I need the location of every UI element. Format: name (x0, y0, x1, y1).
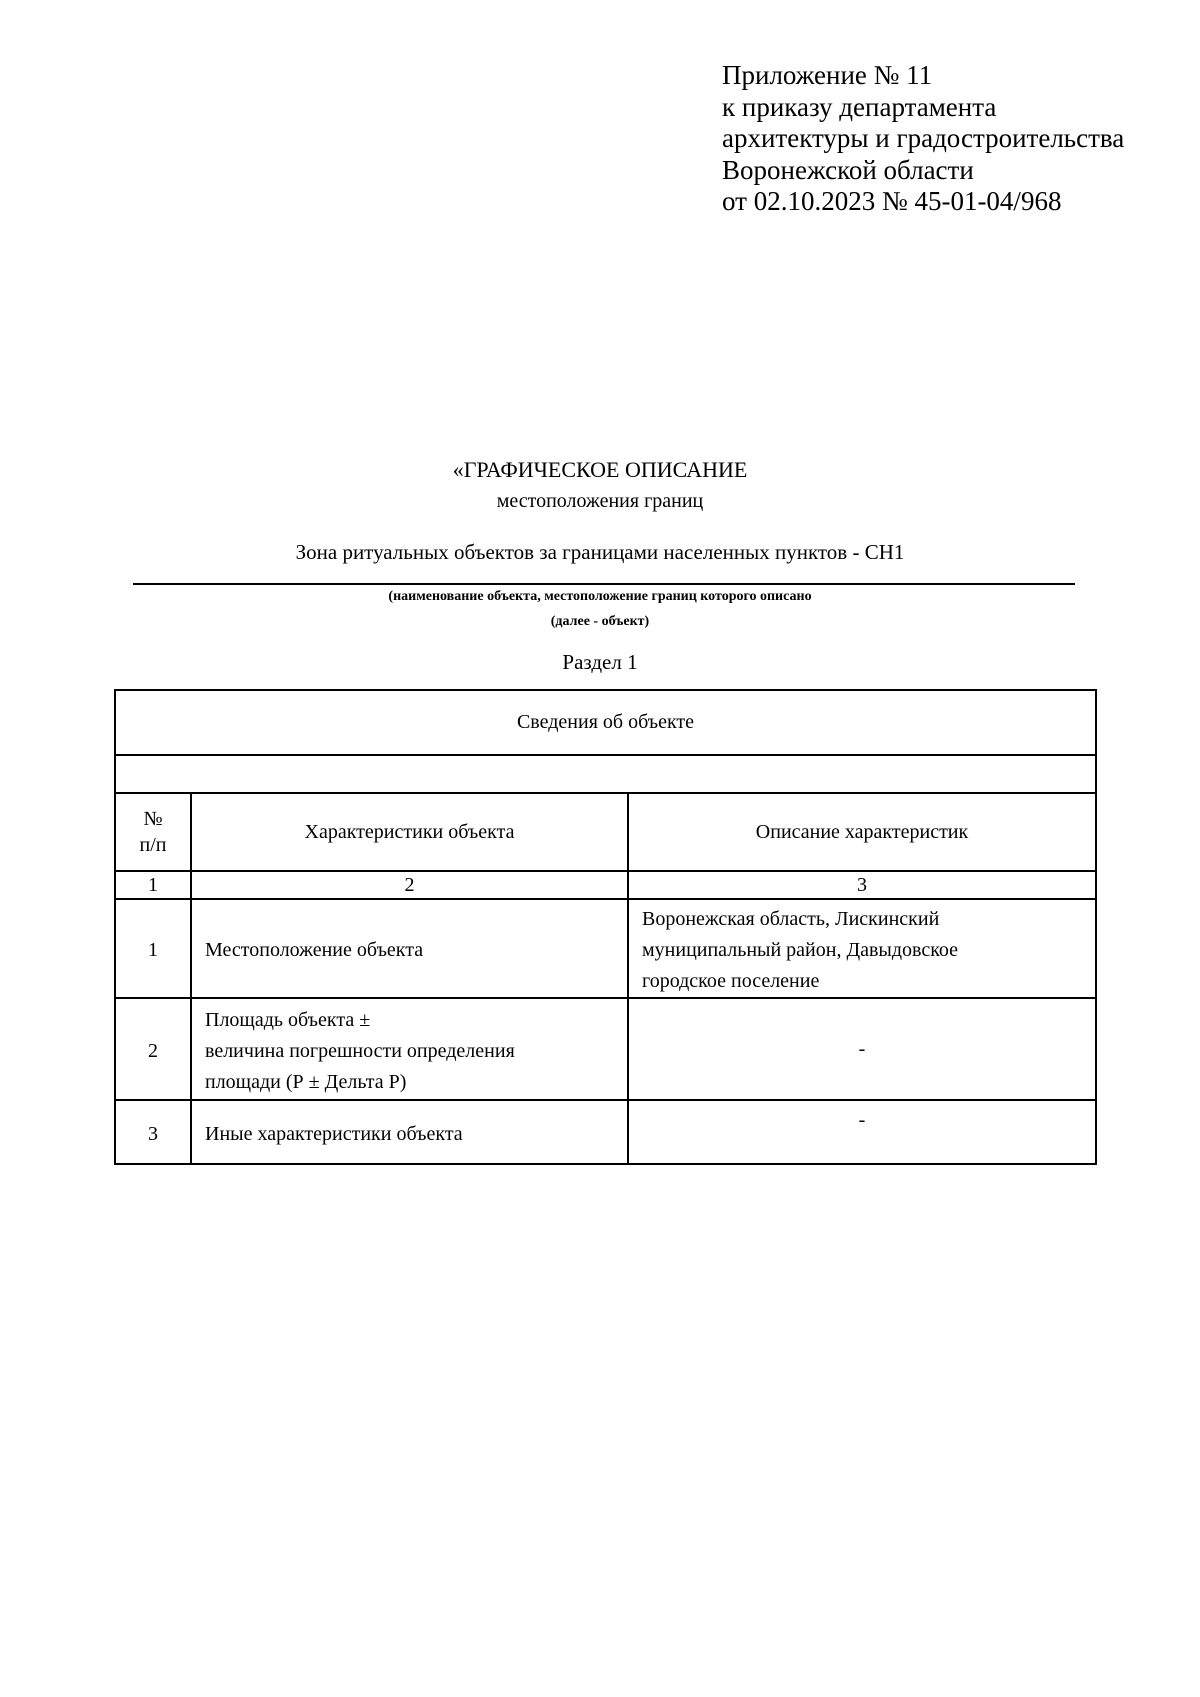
table-row (115, 998, 1096, 1100)
row-num: 2 (115, 998, 191, 1100)
header-characteristic: Характеристики объекта (191, 793, 628, 871)
row-description: - (628, 1100, 1096, 1164)
document-subtitle: местоположения границ (496, 490, 704, 512)
header-num (115, 793, 191, 871)
column-number-row (115, 871, 1096, 899)
table-caption: Сведения об объекте (115, 690, 1096, 755)
table-empty-row (115, 755, 1096, 793)
column-number: 3 (628, 871, 1096, 899)
section-title: Раздел 1 (562, 650, 638, 674)
table-header-row (115, 793, 1096, 871)
row-characteristic (191, 998, 628, 1100)
row-description (628, 899, 1096, 998)
appendix-block (722, 60, 1124, 218)
characteristic-line: Местоположение объекта (205, 939, 424, 961)
appendix-line: от 02.10.2023 № 45-01-04/968 (722, 186, 1062, 216)
table-row (115, 899, 1096, 998)
column-number: 2 (191, 871, 628, 899)
row-num: 3 (115, 1100, 191, 1164)
characteristic-line: площади (Р ± Дельта Р) (205, 1070, 407, 1093)
object-name-note-continued: (далее - объект) (550, 614, 650, 629)
row-characteristic (191, 899, 628, 998)
appendix-line: Воронежской области (722, 154, 974, 185)
object-name: Зона ритуальных объектов за границами населенных пунктов - СН1 (295, 540, 905, 564)
appendix-line: Приложение № 11 (722, 60, 933, 90)
document-title: «ГРАФИЧЕСКОЕ ОПИСАНИЕ (452, 457, 748, 482)
description-line: городское поселение (642, 970, 820, 992)
row-characteristic (191, 1100, 628, 1164)
column-number: 1 (115, 871, 191, 899)
object-info-table (114, 689, 1097, 1165)
characteristic-line: Площадь объекта ± (205, 1008, 371, 1031)
object-name-note: (наименование объекта, местоположение границ которого описано (388, 589, 812, 604)
header-num-line: п/п (139, 834, 167, 856)
row-num: 1 (115, 899, 191, 998)
table-row (115, 1100, 1096, 1164)
description-line: муниципальный район, Давыдовское (642, 939, 959, 961)
appendix-line: архитектуры и градостроительства (722, 123, 1125, 153)
header-description: Описание характеристик (628, 793, 1096, 871)
header-num-line: № (143, 808, 163, 830)
appendix-line: к приказу департамента (722, 91, 997, 122)
description-line: Воронежская область, Лискинский (642, 908, 940, 930)
table-caption-row (115, 690, 1096, 755)
underline-rule (133, 583, 1075, 585)
characteristic-line: величина погрешности определения (205, 1039, 515, 1062)
row-description: - (628, 998, 1096, 1100)
empty-cell (115, 755, 1096, 793)
characteristic-line: Иные характеристики объекта (205, 1122, 463, 1145)
